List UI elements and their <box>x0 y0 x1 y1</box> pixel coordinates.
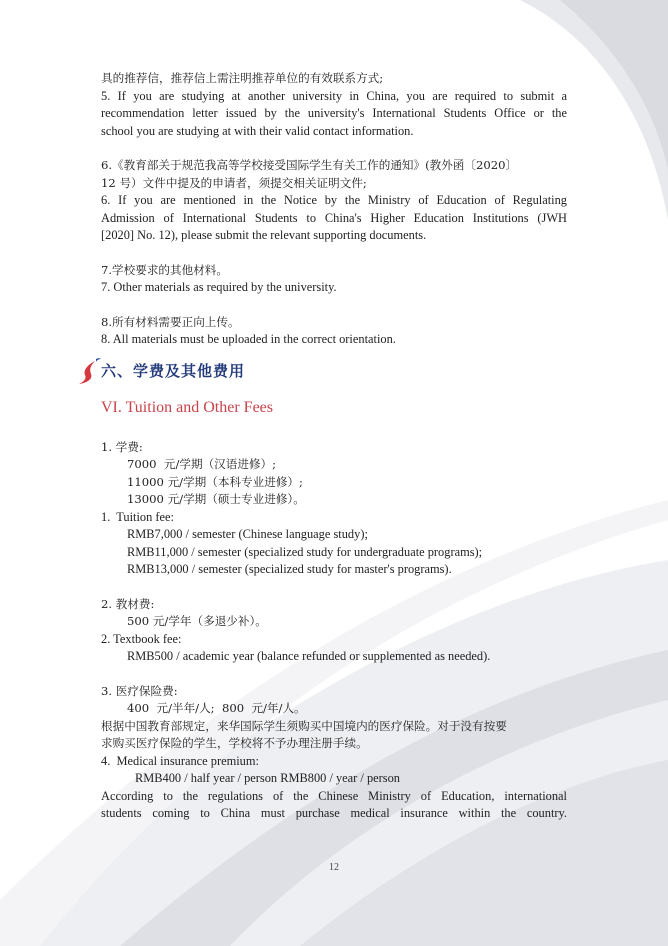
section-title-en: VI. Tuition and Other Fees <box>101 398 273 416</box>
item6-en-line: 6. If you are mentioned in the Notice by the Ministry of Education of Regulating <box>101 193 567 207</box>
insurance-zh-note: 根据中国教育部规定，来华国际学生须购买中国境内的医疗保险。对于没有按要 <box>101 718 507 733</box>
tuition-zh-label: 1. 学费: <box>101 439 143 454</box>
insurance-en-label: 4. Medical insurance premium: <box>101 753 259 768</box>
tuition-en-item: RMB11,000 / semester (specialized study for undergraduate programs); <box>127 544 483 559</box>
item5-block <box>101 70 567 140</box>
item6-zh-line: 6.《教育部关于规范我高等学校接受国际学生有关工作的通知》(教外函〔2020〕 <box>101 158 518 172</box>
textbook-en-item: RMB500 / academic year (balance refunded or supplemented as needed). <box>127 649 491 663</box>
tuition-zh-item: 7000 元/学期（汉语进修）; <box>127 457 277 471</box>
insurance-block <box>101 683 567 823</box>
section-title-zh: 六、学费及其他费用 <box>101 361 246 380</box>
item6-en-line: [2020] No. 12), please submit the relevant supporting documents. <box>101 228 427 242</box>
tuition-zh-item: 13000 元/学期（硕士专业进修）。 <box>127 492 305 506</box>
textbook-block <box>101 596 567 666</box>
item8-block <box>101 314 567 349</box>
insurance-en-note: students coming to China must purchase medical insurance within the country. <box>101 806 567 820</box>
tuition-en-item: RMB7,000 / semester (Chinese language study); <box>127 527 368 541</box>
insurance-zh-note: 求购买医疗保险的学生，学校将不予办理注册手续。 <box>101 736 368 750</box>
insurance-zh-item: 400 元/半年/人; 800 元/年/人。 <box>127 701 306 715</box>
tuition-zh-item: 11000 元/学期（本科专业进修）; <box>127 474 303 489</box>
item8-zh: 8.所有材料需要正向上传。 <box>101 314 240 329</box>
item8-en: 8. All materials must be uploaded in the correct orientation. <box>101 332 396 346</box>
item5-en-line: school you are studying at with their valid contact information. <box>101 123 414 138</box>
tuition-en-item: RMB13,000 / semester (specialized study for master's programs). <box>127 562 452 576</box>
tuition-en-label: 1. Tuition fee: <box>101 509 174 524</box>
page-content <box>101 70 567 823</box>
item7-en: 7. Other materials as required by the university. <box>101 280 337 294</box>
section-heading <box>101 355 567 387</box>
insurance-en-item: RMB400 / half year / person RMB800 / year / person <box>135 771 400 785</box>
item7-block <box>101 262 567 297</box>
textbook-en-label: 2. Textbook fee: <box>101 631 182 646</box>
item5-en-line: 5. If you are studying at another university in China, you are required to submit a <box>101 88 567 103</box>
item6-zh-line: 12 号）文件中提及的申请者，须提交相关证明文件; <box>101 175 367 190</box>
item5-zh-tail: 具的推荐信，推荐信上需注明推荐单位的有效联系方式; <box>101 71 384 85</box>
item6-block <box>101 157 567 245</box>
textbook-zh-item: 500 元/学年（多退少补）。 <box>127 614 267 628</box>
page-number: 12 <box>329 862 339 873</box>
section-swoosh-icon <box>79 357 101 385</box>
item6-en-line: Admission of International Students to China's Higher Education Institutions (JWH <box>101 210 567 225</box>
insurance-en-note: According to the regulations of the Chinese Ministry of Education, international <box>101 788 567 803</box>
insurance-zh-label: 3. 医疗保险费: <box>101 683 178 698</box>
item7-zh: 7.学校要求的其他材料。 <box>101 262 228 277</box>
textbook-zh-label: 2. 教材费: <box>101 596 155 611</box>
item5-en-line: recommendation letter issued by the university's International Students Office or the <box>101 106 567 120</box>
tuition-block <box>101 439 567 579</box>
